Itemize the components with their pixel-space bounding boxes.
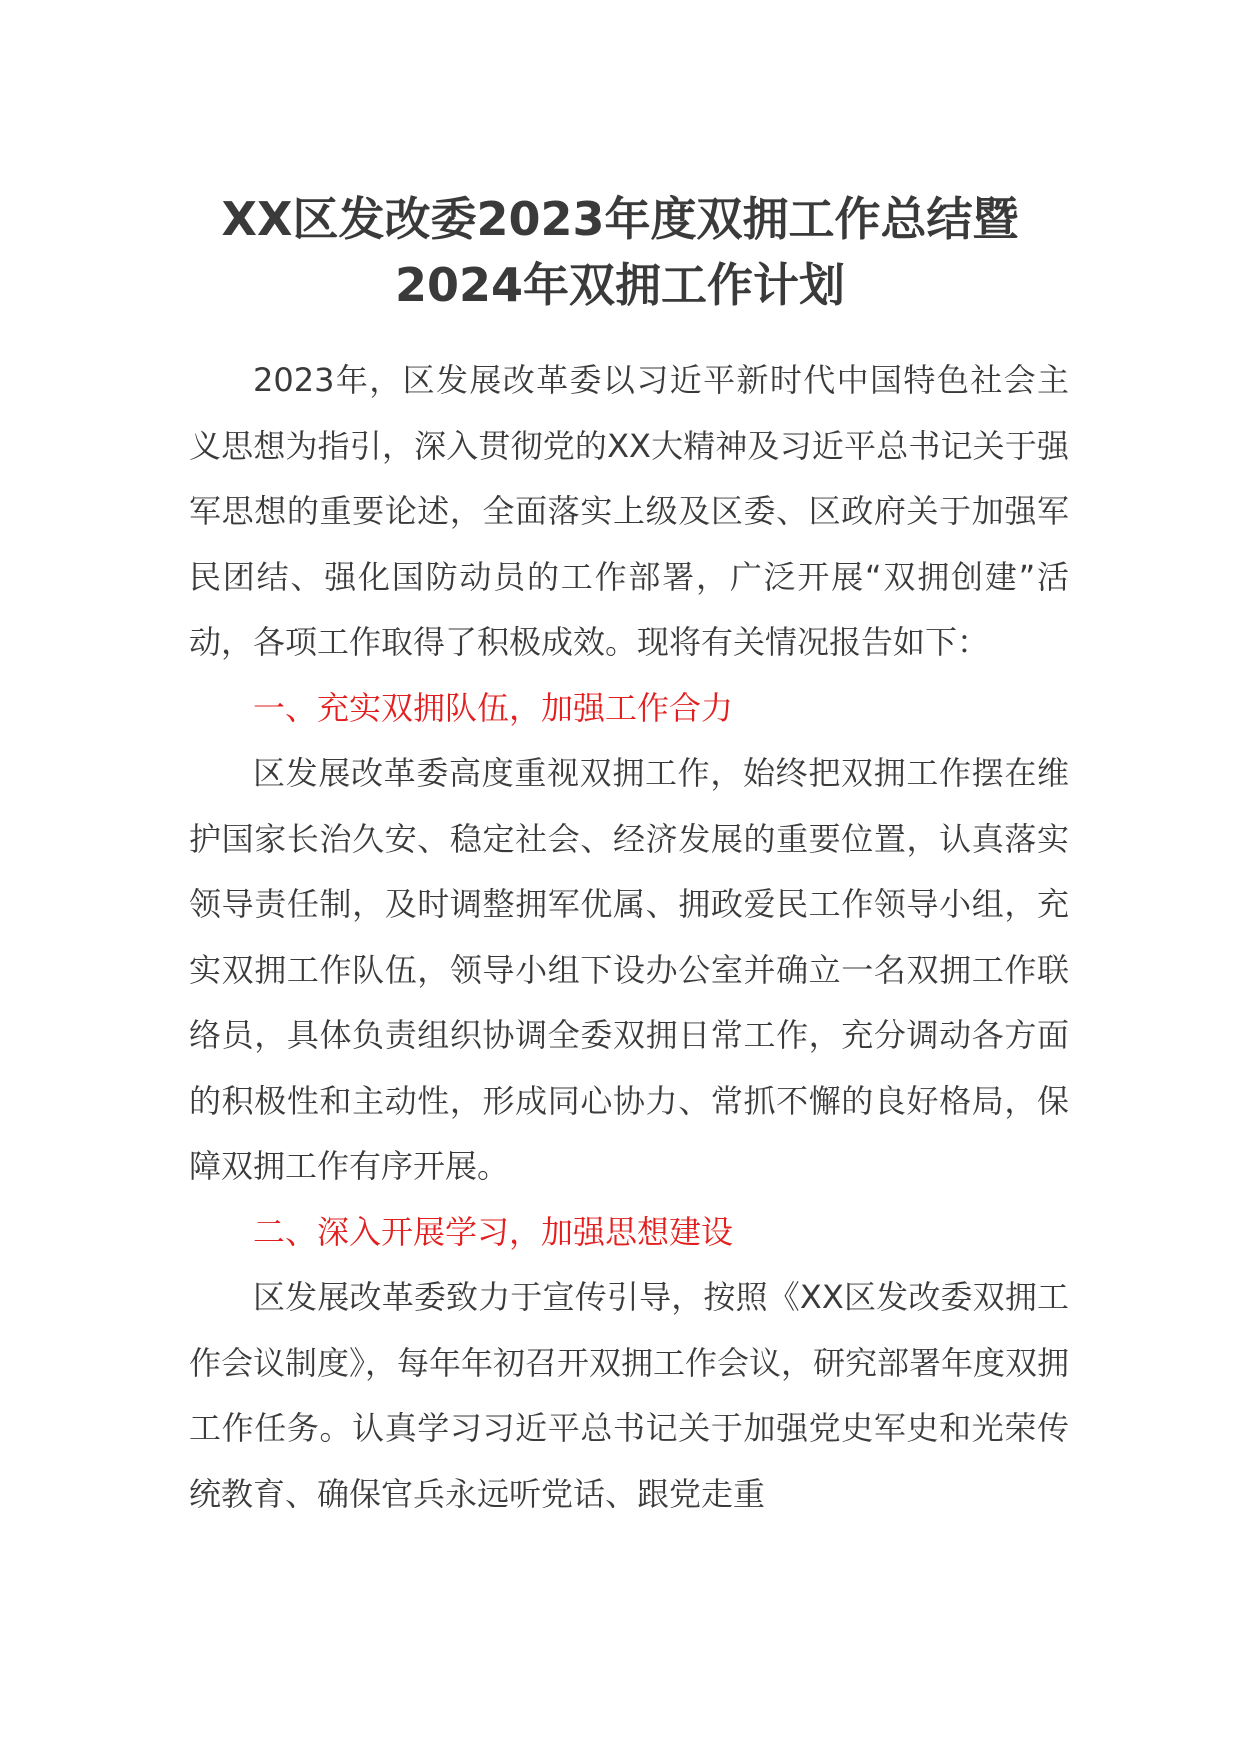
intro-paragraph: 2023年，区发展改革委以习近平新时代中国特色社会主义思想为指引，深入贯彻党的XX大精神及习近平总书记关于强军思想的重要论述，全面落实上级及区委、区政府关于加强军民团结、强化国防动员的工作部署，广泛开展“双拥创建”活动，各项工作取得了积极成效。现将有关情况报告如下：: [189, 361, 1069, 661]
document-body: [189, 348, 1069, 1527]
section-1-heading: 一、充实双拥队伍，加强工作合力: [253, 688, 734, 727]
title-line-1: XX区发改委2023年度双拥工作总结暨: [221, 192, 1019, 246]
section-2-paragraph: 区发展改革委致力于宣传引导，按照《XX区发改委双拥工作会议制度》，每年年初召开双拥工作会议，研究部署年度双拥工作任务。认真学习习近平总书记关于加强党史军史和光荣传统教育、确保官兵永远听党话、跟党走重: [189, 1278, 1070, 1513]
section-1-paragraph: 区发展改革委高度重视双拥工作，始终把双拥工作摆在维护国家长治久安、稳定社会、经济发展的重要位置，认真落实领导责任制，及时调整拥军优属、拥政爱民工作领导小组，充实双拥工作队伍，领导小组下设办公室并确立一名双拥工作联络员，具体负责组织协调全委双拥日常工作，充分调动各方面的积极性和主动性，形成同心协力、常抓不懈的良好格局，保障双拥工作有序开展。: [189, 754, 1069, 1185]
title-line-2: 2024年双拥工作计划: [394, 258, 846, 312]
document-title: [150, 186, 1090, 318]
section-2-heading: 二、深入开展学习，加强思想建设: [253, 1212, 734, 1251]
